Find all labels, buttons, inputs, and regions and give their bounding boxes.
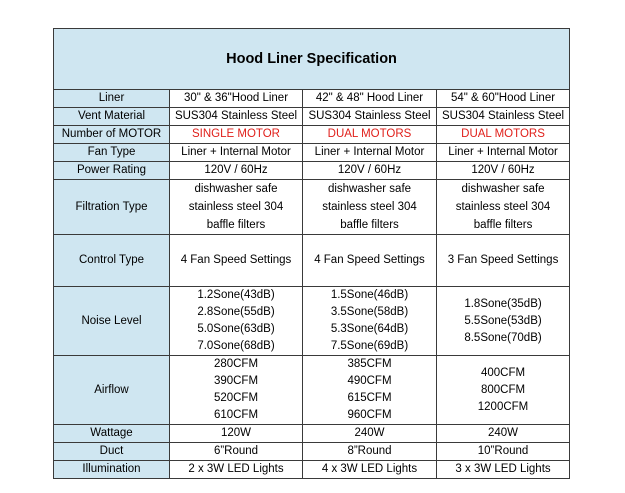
cell-line: 400CFM [480, 366, 526, 379]
table-title: Hood Liner Specification [54, 29, 570, 90]
cell: 4 Fan Speed Settings [303, 235, 437, 287]
cell-line: stainless steel 304 [322, 201, 417, 213]
cell-line: 1200CFM [477, 400, 529, 413]
cell [303, 287, 437, 356]
table-row [54, 461, 570, 479]
cell: Liner + Internal Motor [303, 144, 437, 162]
table-row [54, 126, 570, 144]
table-row [54, 287, 570, 356]
row-label: Fan Type [54, 144, 170, 162]
cell-line: 5.5Sone(53dB) [464, 314, 542, 327]
cell: 240W [303, 425, 437, 443]
cell-line: 8.5Sone(70dB) [464, 331, 542, 344]
row-label: Filtration Type [54, 180, 170, 235]
table-row [54, 356, 570, 425]
cell [437, 287, 570, 356]
cell: 120V / 60Hz [303, 162, 437, 180]
cell: 42" & 48" Hood Liner [303, 90, 437, 108]
row-label: Illumination [54, 461, 170, 479]
cell: 8”Round [303, 443, 437, 461]
cell [437, 180, 570, 235]
row-label: Wattage [54, 425, 170, 443]
row-label: Number of MOTOR [54, 126, 170, 144]
table-row [54, 108, 570, 126]
cell-line: 610CFM [213, 409, 259, 421]
cell [170, 287, 303, 356]
cell: 30" & 36"Hood Liner [170, 90, 303, 108]
cell-line: 280CFM [213, 358, 259, 370]
cell-line: 3.5Sone(58dB) [330, 306, 409, 318]
cell-line: 390CFM [213, 375, 259, 387]
motor-count-cell: SINGLE MOTOR [170, 126, 303, 144]
spec-table [53, 28, 570, 479]
motor-count-cell: DUAL MOTORS [303, 126, 437, 144]
cell-line: stainless steel 304 [455, 201, 551, 213]
cell [170, 356, 303, 425]
cell: SUS304 Stainless Steel [303, 108, 437, 126]
cell: 120W [170, 425, 303, 443]
cell [303, 180, 437, 235]
cell-line: dishwasher safe [327, 183, 412, 195]
table-row [54, 235, 570, 287]
row-label: Power Rating [54, 162, 170, 180]
row-label: Vent Material [54, 108, 170, 126]
table-row [54, 90, 570, 108]
cell: 10”Round [437, 443, 570, 461]
cell-line: 800CFM [480, 383, 526, 396]
title-row [54, 29, 570, 90]
cell: 3 Fan Speed Settings [437, 235, 570, 287]
row-label: Noise Level [54, 287, 170, 356]
row-label: Airflow [54, 356, 170, 425]
cell-line: 5.0Sone(63dB) [197, 323, 275, 335]
table-row [54, 144, 570, 162]
cell-line: 490CFM [347, 375, 392, 387]
row-label: Duct [54, 443, 170, 461]
cell-line: 7.5Sone(69dB) [330, 340, 409, 352]
cell: 6”Round [170, 443, 303, 461]
cell-line: baffle filters [340, 219, 399, 231]
cell: SUS304 Stainless Steel [170, 108, 303, 126]
table-row [54, 443, 570, 461]
table-row [54, 425, 570, 443]
table-row [54, 180, 570, 235]
cell: 4 Fan Speed Settings [170, 235, 303, 287]
cell-line: 615CFM [347, 392, 392, 404]
table-row [54, 162, 570, 180]
row-label: Liner [54, 90, 170, 108]
cell [303, 356, 437, 425]
cell: Liner + Internal Motor [437, 144, 570, 162]
cell: 240W [437, 425, 570, 443]
cell-line: baffle filters [206, 219, 266, 231]
cell: 3 x 3W LED Lights [437, 461, 570, 479]
cell: Liner + Internal Motor [170, 144, 303, 162]
cell-line: 520CFM [213, 392, 259, 404]
cell-line: 7.0Sone(68dB) [197, 340, 275, 352]
cell: 4 x 3W LED Lights [303, 461, 437, 479]
cell-line: 960CFM [347, 409, 392, 421]
cell: SUS304 Stainless Steel [437, 108, 570, 126]
cell-line: 1.2Sone(43dB) [197, 289, 275, 301]
cell [437, 356, 570, 425]
motor-count-cell: DUAL MOTORS [437, 126, 570, 144]
cell: 2 x 3W LED Lights [170, 461, 303, 479]
cell: 54" & 60"Hood Liner [437, 90, 570, 108]
cell-line: 1.8Sone(35dB) [464, 297, 542, 310]
cell-line: 5.3Sone(64dB) [330, 323, 409, 335]
cell-line: stainless steel 304 [188, 201, 284, 213]
cell-line: baffle filters [473, 219, 533, 231]
cell-line: 385CFM [347, 358, 392, 370]
cell-line: dishwasher safe [194, 183, 278, 195]
cell: 120V / 60Hz [437, 162, 570, 180]
cell-line: 2.8Sone(55dB) [197, 306, 275, 318]
cell-line: 1.5Sone(46dB) [330, 289, 409, 301]
cell [170, 180, 303, 235]
cell: 120V / 60Hz [170, 162, 303, 180]
row-label: Control Type [54, 235, 170, 287]
cell-line: dishwasher safe [461, 183, 545, 195]
